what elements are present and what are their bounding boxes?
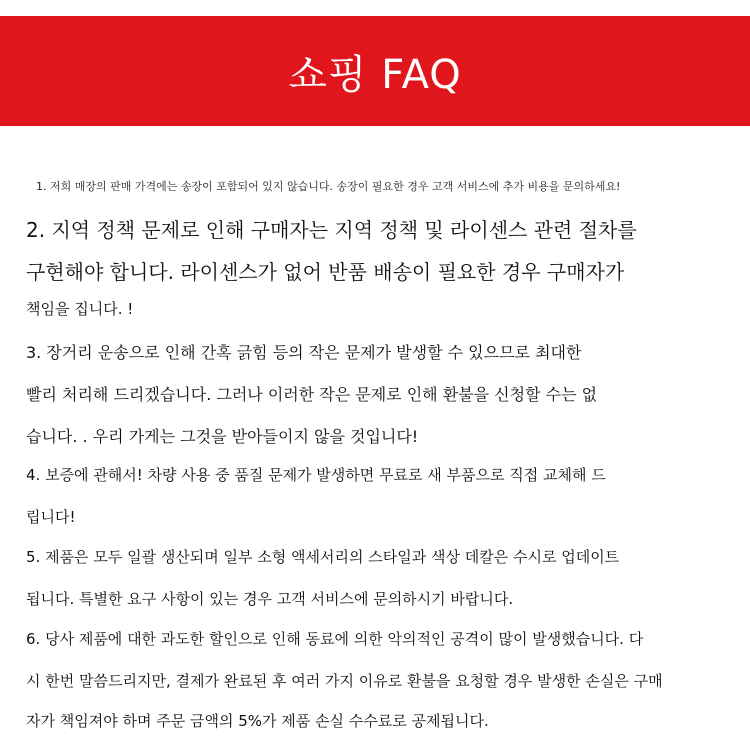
faq-item-2-line-2: 구현해야 합니다. 라이센스가 없어 반품 배송이 필요한 경우 구매자가 <box>26 260 625 284</box>
faq-item-4-line-2: 립니다! <box>26 508 76 526</box>
faq-item-2-line-3: 책임을 집니다. ! <box>26 300 134 318</box>
faq-item-6-line-3: 자가 책임져야 하며 주문 금액의 5%가 제품 손실 수수료로 공제됩니다. <box>26 712 489 730</box>
faq-item-6-line-2: 시 한번 말씀드리지만, 결제가 완료된 후 여러 가지 이유로 환불을 요청할 경우 발생한 손실은 구매 <box>26 672 663 690</box>
faq-item-3-line-3: 습니다. . 우리 가게는 그것을 받아들이지 않을 것입니다! <box>26 427 419 446</box>
faq-item-6-line-1: 6. 당사 제품에 대한 과도한 할인으로 인해 동료에 의한 악의적인 공격이 많이 발생했습니다. 다 <box>26 630 644 648</box>
faq-item-2-line-1: 2. 지역 정책 문제로 인해 구매자는 지역 정책 및 라이센스 관련 절차를 <box>26 218 637 242</box>
faq-item-5-line-2: 됩니다. 특별한 요구 사항이 있는 경우 고객 서비스에 문의하시기 바랍니다. <box>26 590 514 608</box>
faq-item-5-line-1: 5. 제품은 모두 일괄 생산되며 일부 소형 액세서리의 스타일과 색상 데칼은 수시로 업데이트 <box>26 548 620 566</box>
header-banner <box>0 16 750 126</box>
faq-item-4-line-1: 4. 보증에 관해서! 차량 사용 중 품질 문제가 발생하면 무료로 새 부품으로 직접 교체해 드 <box>26 466 606 484</box>
faq-item-1: 1. 저희 매장의 판매 가격에는 송장이 포함되어 있지 않습니다. 송장이 필요한 경우 고객 서비스에 추가 비용을 문의하세요! <box>36 180 621 193</box>
faq-item-3-line-1: 3. 장거리 운송으로 인해 간혹 긁힘 등의 작은 문제가 발생할 수 있으므로 최대한 <box>26 343 582 362</box>
page-title: 쇼핑 FAQ <box>288 51 462 98</box>
faq-item-3-line-2: 빨리 처리해 드리겠습니다. 그러나 이러한 작은 문제로 인해 환불을 신청할 수는 없 <box>26 385 598 404</box>
